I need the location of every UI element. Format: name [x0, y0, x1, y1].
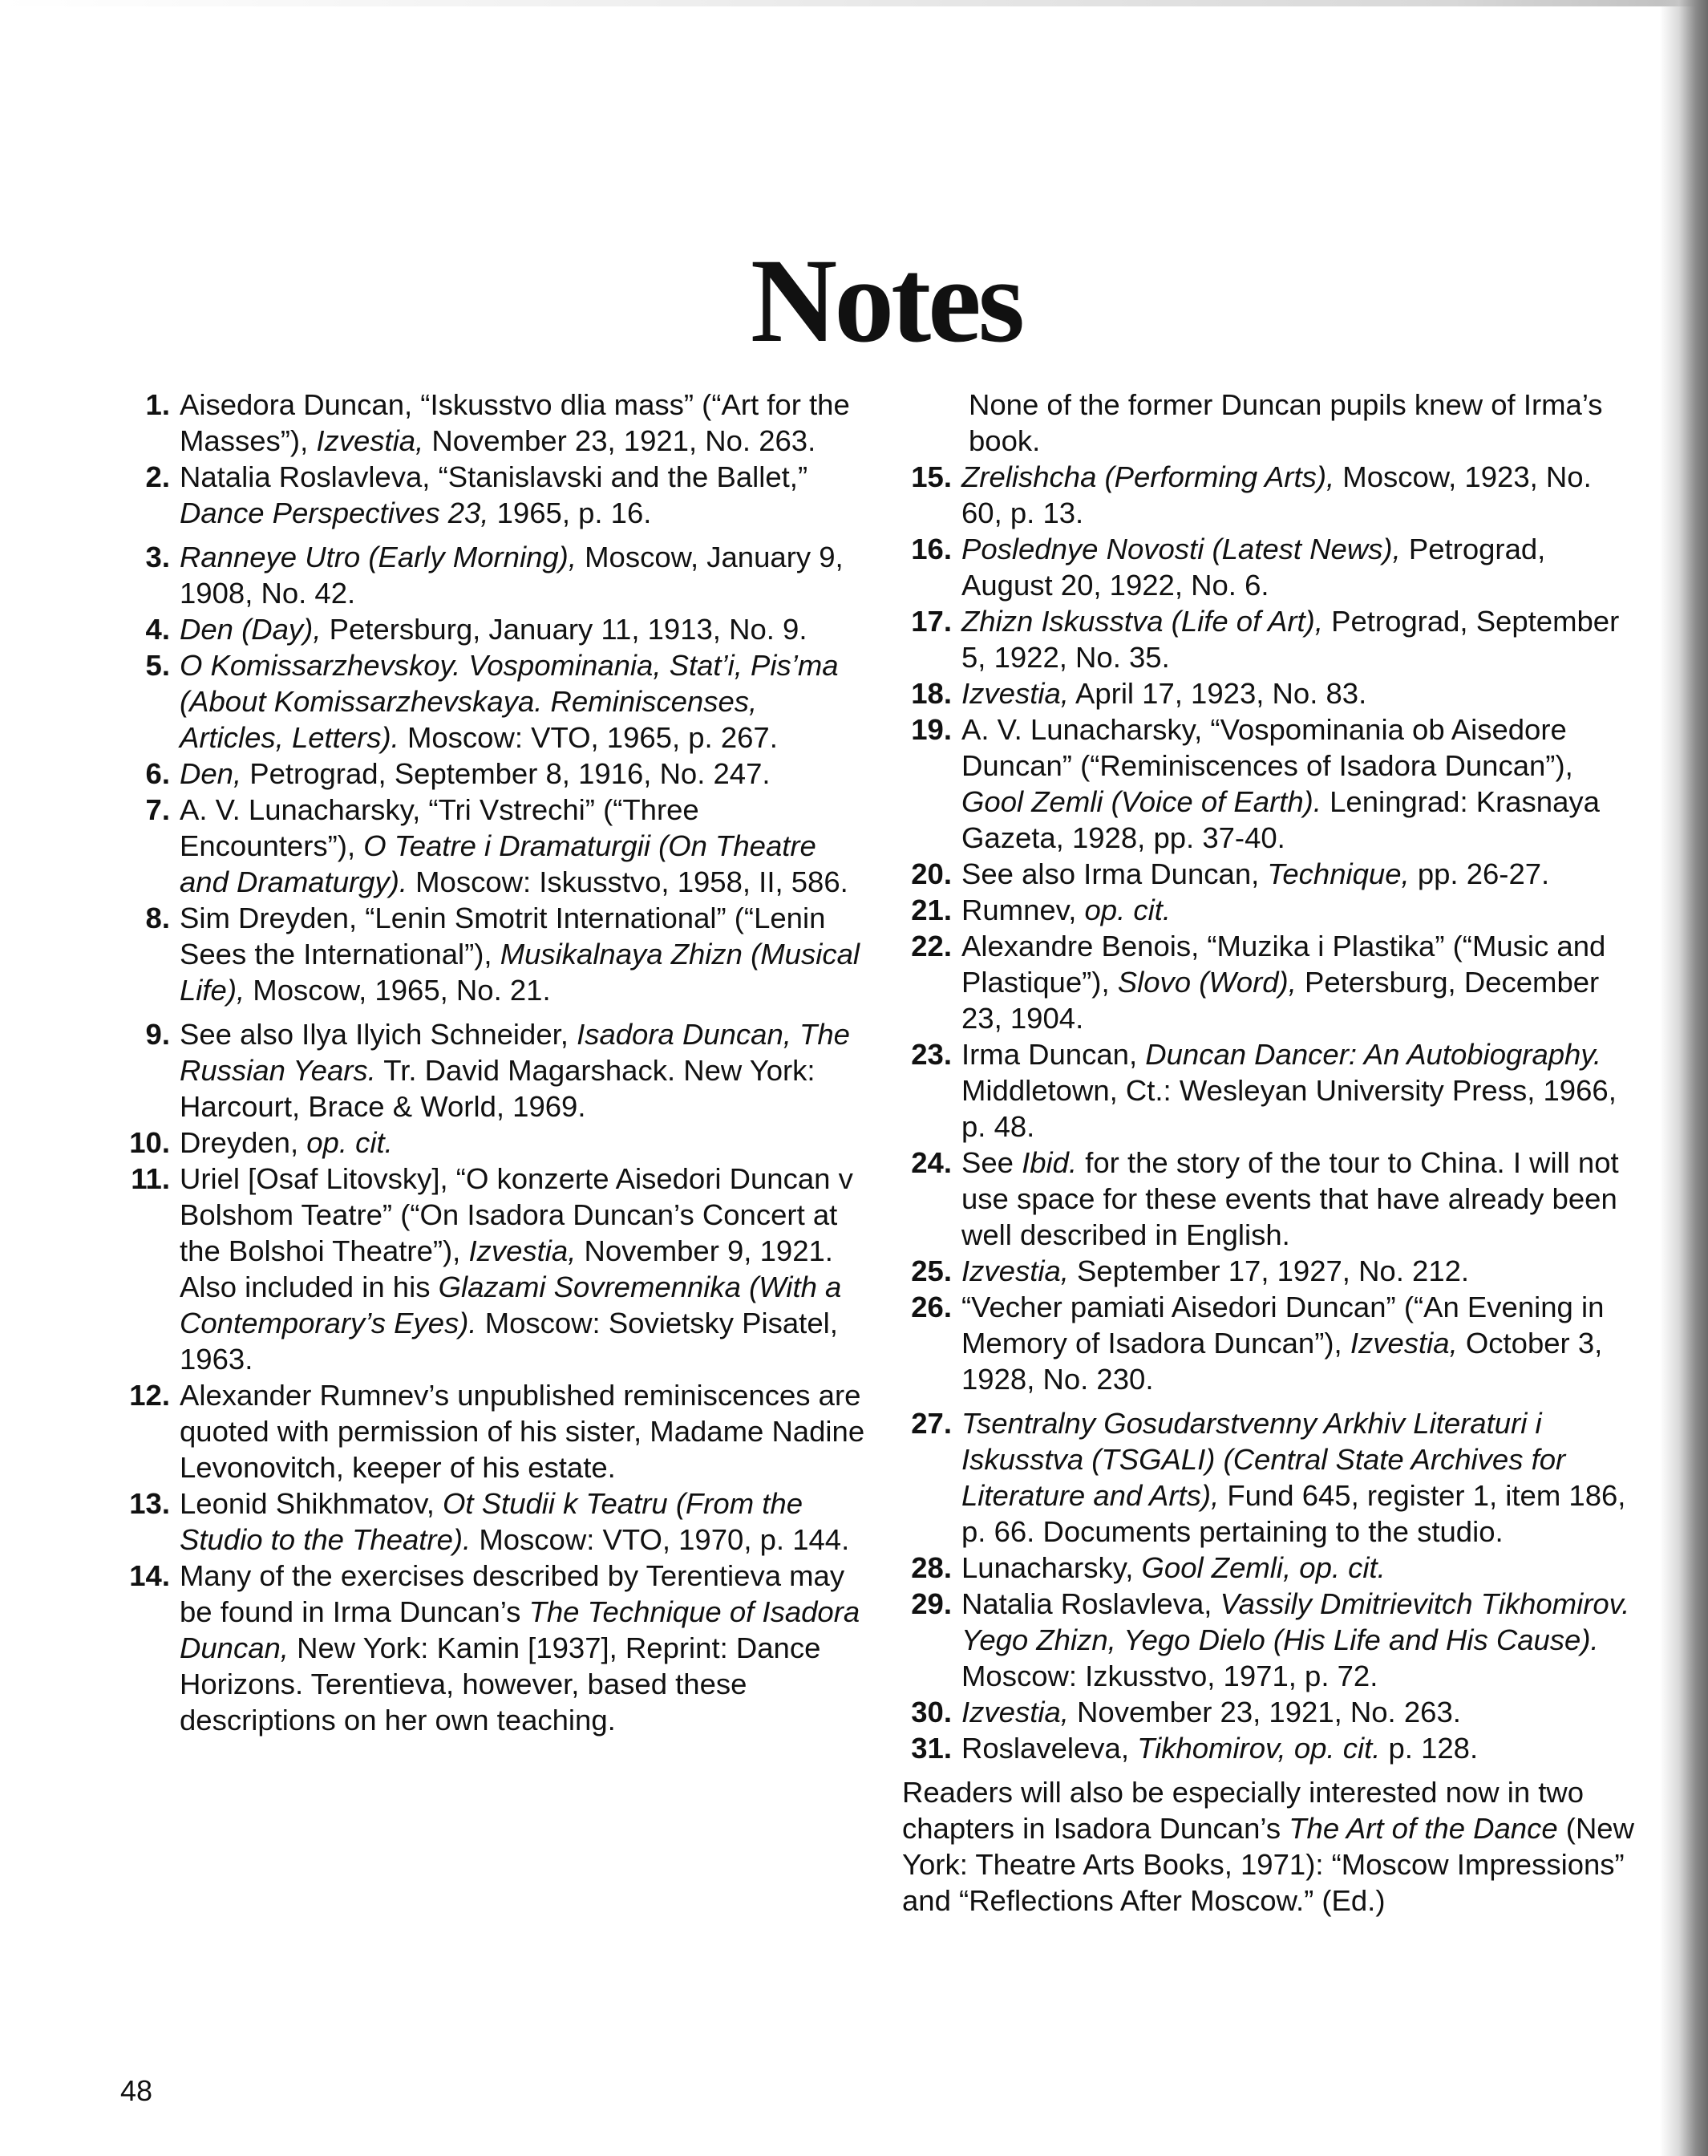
readers-note: Readers will also be especially interested now in two chapters in Isadora Duncan’s The Art of the Dance (New York: Theatre Arts Books, 1971): “Moscow Impressions” and “Reflections After Moscow.” (Ed.): [902, 1776, 1634, 1917]
italic-title: Tsentralny Gosudarstvenny Arkhiv Literaturi i Iskusstva (TSGALI) (Central State Archives for Literature and Arts),: [961, 1407, 1566, 1512]
italic-title: Isadora Duncan, The Russian Years.: [180, 1018, 850, 1087]
note-11: [120, 1161, 866, 1377]
italic-title: Den,: [180, 757, 242, 790]
italic-title: Ranneye Utro (Early Morning),: [180, 541, 577, 573]
note-text: Lunacharsky, Gool Zemli, op. cit.: [961, 1551, 1386, 1584]
notes-column-left: [120, 387, 866, 1738]
italic-title: Izvestia,: [316, 424, 424, 457]
note-number: 9.: [145, 1018, 170, 1051]
note-number: 22.: [911, 930, 952, 962]
italic-title: Vassily Dmitrievitch Tikhomirov. Yego Zhizn, Yego Dielo (His Life and His Cause).: [961, 1587, 1630, 1656]
note-5: [120, 647, 866, 756]
note-text: Izvestia, April 17, 1923, No. 83.: [961, 677, 1367, 710]
note-19: [902, 711, 1636, 856]
note-text: See also Ilya Ilyich Schneider, Isadora Duncan, The Russian Years. Tr. David Magarshack. New York: Harcourt, Brace & World, 1969.: [180, 1018, 850, 1123]
italic-title: Duncan Dancer: An Autobiography.: [1145, 1038, 1602, 1071]
note-number: 19.: [911, 713, 952, 746]
note-27: [902, 1405, 1636, 1550]
note-text: Izvestia, November 23, 1921, No. 263.: [961, 1696, 1461, 1728]
note-number: 13.: [129, 1487, 170, 1520]
note-text: Alexander Rumnev’s unpublished reminiscences are quoted with permission of his sister, Madame Nadine Levonovitch, keeper of his estate.: [180, 1379, 865, 1484]
note-text: Irma Duncan, Duncan Dancer: An Autobiography. Middletown, Ct.: Wesleyan University Press, 1966, p. 48.: [961, 1038, 1617, 1143]
note-text: Tsentralny Gosudarstvenny Arkhiv Literaturi i Iskusstva (TSGALI) (Central State Archives for Literature and Arts), Fund 645, register 1, item 186, p. 66. Documents pertaining to the studio.: [961, 1407, 1626, 1548]
italic-title: Slovo (Word),: [1117, 966, 1297, 999]
note-text: Izvestia, September 17, 1927, No. 212.: [961, 1254, 1470, 1287]
note-text: Alexandre Benois, “Muzika i Plastika” (“Music and Plastique”), Slovo (Word), Petersburg, December 23, 1904.: [961, 930, 1606, 1035]
note-18: [902, 675, 1636, 711]
italic-title: The Art of the Dance: [1289, 1812, 1558, 1845]
note-text: O Komissarzhevskoy. Vospominania, Stat’i, Pis’ma (About Komissarzhevskaya. Reminiscenses, Articles, Letters). Moscow: VTO, 1965, p. 267.: [180, 649, 839, 754]
note-2: [120, 459, 866, 531]
note-number: 24.: [911, 1146, 952, 1179]
note-number: 1.: [145, 388, 170, 421]
note-29: [902, 1586, 1636, 1694]
note-text: Sim Dreyden, “Lenin Smotrit International” (“Lenin Sees the International”), Musikalnaya Zhizn (Musical Life), Moscow, 1965, No. 21.: [180, 902, 860, 1007]
note-number: 23.: [911, 1038, 952, 1071]
note-23: [902, 1036, 1636, 1145]
italic-title: op. cit.: [1084, 894, 1172, 926]
italic-title: O Komissarzhevskoy. Vospominania, Stat’i, Pis’ma (About Komissarzhevskaya. Reminiscenses, Articles, Letters).: [180, 649, 839, 754]
italic-title: Musikalnaya Zhizn (Musical Life),: [180, 938, 860, 1007]
note-text: “Vecher pamiati Aisedori Duncan” (“An Evening in Memory of Isadora Duncan”), Izvestia, October 3, 1928, No. 230.: [961, 1291, 1605, 1396]
note-number: 5.: [145, 649, 170, 682]
note-text: Zrelishcha (Performing Arts), Moscow, 1923, No. 60, p. 13.: [961, 460, 1592, 529]
note-text: Rumnev, op. cit.: [961, 894, 1172, 926]
italic-title: Ibid.: [1022, 1146, 1078, 1179]
note-text: Leonid Shikhmatov, Ot Studii k Teatru (From the Studio to the Theatre). Moscow: VTO, 1970, p. 144.: [180, 1487, 850, 1556]
italic-title: Zrelishcha (Performing Arts),: [961, 460, 1335, 493]
note-14: [120, 1558, 866, 1738]
note-30: [902, 1694, 1636, 1730]
note-6: [120, 756, 866, 792]
note-text: Den, Petrograd, September 8, 1916, No. 247.: [180, 757, 771, 790]
note-28: [902, 1550, 1636, 1586]
italic-title: Technique,: [1267, 857, 1410, 890]
note-15: [902, 459, 1636, 531]
italic-title: Gool Zemli (Voice of Earth).: [961, 785, 1321, 818]
note-text: Roslaveleva, Tikhomirov, op. cit. p. 128.: [961, 1732, 1479, 1765]
note-number: 28.: [911, 1551, 952, 1584]
italic-title: Tikhomirov, op. cit.: [1137, 1732, 1381, 1765]
note-number: 4.: [145, 613, 170, 646]
note-number: 20.: [911, 857, 952, 890]
note-number: 3.: [145, 541, 170, 573]
note-text: Poslednye Novosti (Latest News), Petrograd, August 20, 1922, No. 6.: [961, 533, 1546, 602]
italic-title: Izvestia,: [961, 677, 1069, 710]
note-text: Uriel [Osaf Litovsky], “O konzerte Aisedori Duncan v Bolshom Teatre” (“On Isadora Duncan’s Concert at the Bolshoi Theatre”), Izvestia, November 9, 1921. Also included in his Glazami Sovremennika (With a Contemporary’s Eyes). Moscow: Sovietsky Pisatel, 1963.: [180, 1162, 853, 1376]
note-number: 11.: [131, 1162, 170, 1195]
note-31: [902, 1730, 1636, 1766]
note-text: Den (Day), Petersburg, January 11, 1913, No. 9.: [180, 613, 807, 646]
page-number: 48: [120, 2074, 153, 2107]
italic-title: Den (Day),: [180, 613, 322, 646]
note-number: 17.: [911, 605, 952, 638]
note-text: Natalia Roslavleva, “Stanislavski and the Ballet,” Dance Perspectives 23, 1965, p. 16.: [180, 460, 808, 529]
note-text: Dreyden, op. cit.: [180, 1126, 393, 1159]
note-text: See also Irma Duncan, Technique, pp. 26-27.: [961, 857, 1550, 890]
italic-title: Gool Zemli, op. cit.: [1141, 1551, 1386, 1584]
note-number: 25.: [911, 1254, 952, 1287]
note-number: 15.: [911, 460, 952, 493]
note-text: Aisedora Duncan, “Iskusstvo dlia mass” (“Art for the Masses”), Izvestia, November 23, 1921, No. 263.: [180, 388, 850, 457]
note-number: 21.: [911, 894, 952, 926]
note-16: [902, 531, 1636, 603]
note-13: [120, 1485, 866, 1558]
note-7: [120, 792, 866, 900]
italic-title: Izvestia,: [961, 1254, 1069, 1287]
note-14-continuation: None of the former Duncan pupils knew of Irma’s book.: [969, 388, 1603, 457]
note-number: 7.: [145, 793, 170, 826]
note-number: 18.: [911, 677, 952, 710]
note-20: [902, 856, 1636, 892]
italic-title: O Teatre i Dramaturgii (On Theatre and Dramaturgy).: [180, 829, 816, 898]
italic-title: Izvestia,: [1350, 1327, 1458, 1360]
page-title: Notes: [750, 234, 1022, 367]
note-number: 14.: [129, 1559, 170, 1592]
note-text: Zhizn Iskusstva (Life of Art), Petrograd, September 5, 1922, No. 35.: [961, 605, 1620, 674]
note-number: 12.: [129, 1379, 170, 1412]
note-25: [902, 1253, 1636, 1289]
note-3: [120, 539, 866, 611]
note-24: [902, 1145, 1636, 1253]
italic-title: Izvestia,: [961, 1696, 1069, 1728]
note-4: [120, 611, 866, 647]
note-text: A. V. Lunacharsky, “Vospominania ob Aisedore Duncan” (“Reminiscences of Isadora Duncan”), Gool Zemli (Voice of Earth). Leningrad: Krasnaya Gazeta, 1928, pp. 37-40.: [961, 713, 1600, 854]
note-number: 2.: [145, 460, 170, 493]
note-26: [902, 1289, 1636, 1397]
note-number: 10.: [129, 1126, 170, 1159]
note-22: [902, 928, 1636, 1036]
note-number: 30.: [911, 1696, 952, 1728]
note-text: Many of the exercises described by Terentieva may be found in Irma Duncan’s The Technique of Isadora Duncan, New York: Kamin [1937], Reprint: Dance Horizons. Terentieva, however, based these descriptions on her own teaching.: [180, 1559, 860, 1737]
note-number: 29.: [911, 1587, 952, 1620]
note-number: 8.: [145, 902, 170, 934]
note-10: [120, 1125, 866, 1161]
italic-title: Ot Studii k Teatru (From the Studio to the Theatre).: [180, 1487, 803, 1556]
note-text: Natalia Roslavleva, Vassily Dmitrievitch Tikhomirov. Yego Zhizn, Yego Dielo (His Life and His Cause). Moscow: Izkusstvo, 1971, p. 72.: [961, 1587, 1630, 1692]
note-number: 16.: [911, 533, 952, 565]
note-number: 31.: [911, 1732, 952, 1765]
note-1: [120, 387, 866, 459]
italic-title: Poslednye Novosti (Latest News),: [961, 533, 1401, 565]
page-top-edge: [0, 0, 1708, 6]
italic-title: Zhizn Iskusstva (Life of Art),: [961, 605, 1323, 638]
note-text: Ranneye Utro (Early Morning), Moscow, January 9, 1908, No. 42.: [180, 541, 844, 610]
note-text: A. V. Lunacharsky, “Tri Vstrechi” (“Three Encounters”), O Teatre i Dramaturgii (On Theatre and Dramaturgy). Moscow: Iskusstvo, 1958, II, 586.: [180, 793, 848, 898]
note-number: 26.: [911, 1291, 952, 1323]
italic-title: op. cit.: [306, 1126, 393, 1159]
note-12: [120, 1377, 866, 1485]
note-21: [902, 892, 1636, 928]
note-17: [902, 603, 1636, 675]
note-number: 6.: [145, 757, 170, 790]
italic-title: Dance Perspectives 23,: [180, 496, 489, 529]
italic-title: The Technique of Isadora Duncan,: [180, 1595, 860, 1664]
notes-list-right: [902, 459, 1636, 1766]
note-8: [120, 900, 866, 1008]
notes-column-right: [902, 387, 1636, 1919]
note-9: [120, 1016, 866, 1125]
note-text: See Ibid. for the story of the tour to China. I will not use space for these events that have already been well described in English.: [961, 1146, 1619, 1251]
italic-title: Izvestia,: [468, 1234, 577, 1267]
note-number: 27.: [911, 1407, 952, 1440]
italic-title: Glazami Sovremennika (With a Contemporary’s Eyes).: [180, 1270, 842, 1339]
